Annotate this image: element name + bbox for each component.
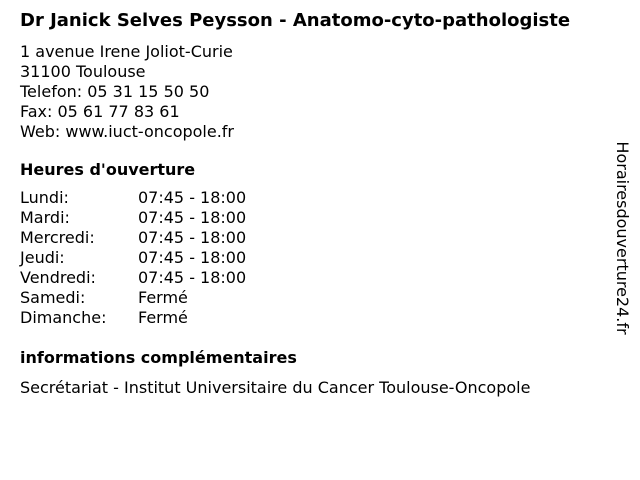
hours-heading: Heures d'ouverture xyxy=(20,160,196,179)
hours-row-dimanche xyxy=(20,308,595,328)
hours-time: Fermé xyxy=(138,288,188,307)
address-web: Web: www.iuct-oncopole.fr xyxy=(20,122,235,141)
hours-day: Dimanche: xyxy=(20,308,107,327)
hours-day: Lundi: xyxy=(20,188,69,207)
extra-info-heading: informations complémentaires xyxy=(20,348,297,367)
hours-row-mercredi xyxy=(20,228,595,248)
hours-time: 07:45 - 18:00 xyxy=(138,248,247,267)
hours-time: 07:45 - 18:00 xyxy=(138,268,247,287)
hours-row-vendredi xyxy=(20,268,595,288)
hours-time: 07:45 - 18:00 xyxy=(138,188,247,207)
hours-row-mardi xyxy=(20,208,595,228)
hours-day: Mercredi: xyxy=(20,228,95,247)
hours-day: Mardi: xyxy=(20,208,70,227)
address-city: 31100 Toulouse xyxy=(20,62,146,81)
site-watermark: Horairesdouverture24.fr xyxy=(613,141,632,335)
hours-day: Jeudi: xyxy=(20,248,65,267)
hours-day: Samedi: xyxy=(20,288,86,307)
address-block xyxy=(20,42,595,142)
hours-row-jeudi xyxy=(20,248,595,268)
hours-time: Fermé xyxy=(138,308,188,327)
business-info xyxy=(20,10,595,398)
address-fax: Fax: 05 61 77 83 61 xyxy=(20,102,180,121)
extra-info-text: Secrétariat - Institut Universitaire du Cancer Toulouse-Oncopole xyxy=(20,378,531,397)
address-street: 1 avenue Irene Joliot-Curie xyxy=(20,42,233,61)
hours-table xyxy=(20,188,595,328)
hours-time: 07:45 - 18:00 xyxy=(138,228,247,247)
hours-day: Vendredi: xyxy=(20,268,96,287)
hours-row-samedi xyxy=(20,288,595,308)
page-title: Dr Janick Selves Peysson - Anatomo-cyto-pathologiste xyxy=(20,10,571,31)
address-phone: Telefon: 05 31 15 50 50 xyxy=(20,82,210,101)
hours-time: 07:45 - 18:00 xyxy=(138,208,247,227)
hours-row-lundi xyxy=(20,188,595,208)
